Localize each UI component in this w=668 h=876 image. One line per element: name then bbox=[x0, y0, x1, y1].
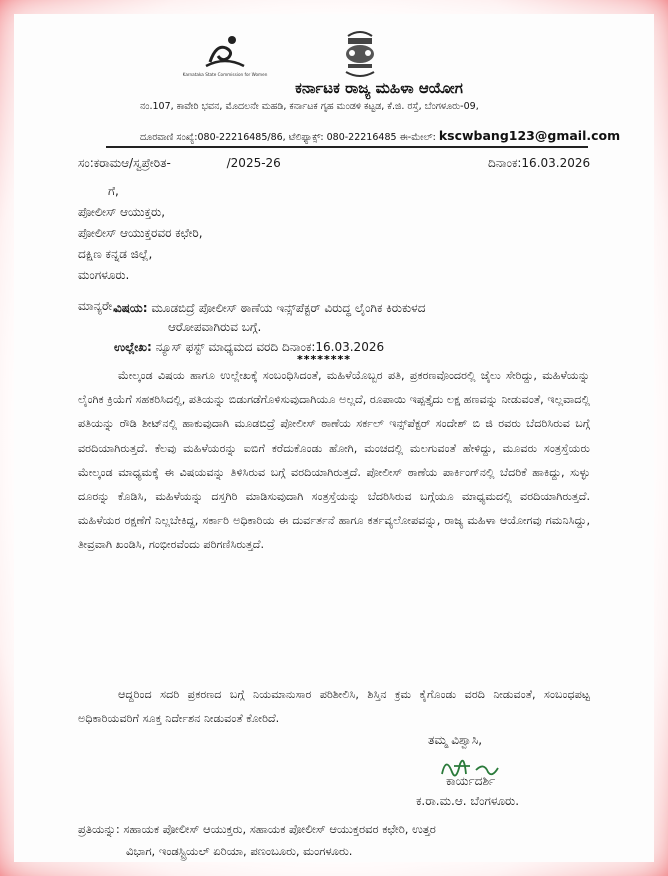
subject-label: ವಿಷಯ: bbox=[114, 301, 148, 315]
reference-label: ಉಲ್ಲೇಖ: bbox=[114, 340, 152, 354]
commission-logo bbox=[182, 26, 268, 84]
to-line-1: ಪೋಲೀಸ್ ಆಯುಕ್ತರು, bbox=[78, 205, 166, 219]
to-line-4: ಮಂಗಳೂರು. bbox=[78, 268, 130, 282]
copy-line-1: ಪ್ರತಿಯನ್ನು: ಸಹಾಯಕ ಪೋಲೀಸ್ ಆಯುಕ್ತರು, ಸಹಾಯಕ ಪೋಲೀಸ್ ಆಯುಕ್ತರವರ ಕಛೇರಿ, ಉತ್ತರ bbox=[78, 822, 436, 836]
subject-line-2: ಆರೋಪವಾಗಿರುವ ಬಗ್ಗೆ. bbox=[168, 320, 262, 334]
to-prefix: ಗೆ, bbox=[108, 184, 119, 198]
subject-text-1: ಮೂಡಬಿದ್ರೆ ಪೋಲೀಸ್ ಠಾಣೆಯ ಇನ್ಸ್‌ಪೆಕ್ಟರ್ ವಿರುದ್ಧ ಲೈಂಗಿಕ ಕಿರುಕುಳದ bbox=[151, 301, 426, 315]
closing-designation: ಕಾರ್ಯದರ್ಶಿ bbox=[446, 774, 496, 788]
closing-yours: ತಮ್ಮ ವಿಶ್ವಾಸಿ, bbox=[428, 733, 483, 747]
closing-office: ಕ.ರಾ.ಮ.ಆ. ಬೆಂಗಳೂರು. bbox=[416, 794, 520, 808]
letterhead-divider bbox=[106, 146, 588, 148]
letterhead-contact bbox=[140, 128, 620, 143]
letter-date: ದಿನಾಂಕ:16.03.2026 bbox=[488, 156, 591, 170]
reference-text: ನ್ಯೂಸ್ ಫಸ್ಟ್ ಮಾಧ್ಯಮದ ವರದಿ ದಿನಾಂಕ:16.03.2026 bbox=[155, 340, 385, 354]
body-paragraph-1: ಮೇಲ್ಕಂಡ ವಿಷಯ ಹಾಗೂ ಉಲ್ಲೇಖಕ್ಕೆ ಸಂಬಂಧಿಸಿದಂತೆ, ಮಹಿಳೆಯೊಬ್ಬರ ಪತಿ, ಪ್ರಕರಣವೊಂದರಲ್ಲಿ ಜೈಲು ಸೇರಿದ್ದು, ಮಹಿಳೆಯನ್ನು ಲೈಂಗಿಕ ಕ್ರಿಯೆಗೆ ಸಹಕರಿಸಿದಲ್ಲಿ, ಪತಿಯನ್ನು ಬಿಡುಗಡೆಗೊಳಿಸುವುದಾಗಿಯೂ ಅಲ್ಲದೆ, ರೂಪಾಯಿ ಇಪ್ಪತ್ತೈದು ಲಕ್ಷ ಹಣವನ್ನು ನೀಡುವಂತೆ, ಇಲ್ಲವಾದಲ್ಲಿ ಪತಿಯನ್ನು ರೌಡಿ ಶೀಟ್‌ನಲ್ಲಿ ಹಾಕುವುದಾಗಿ ಮೂಡಬಿದ್ರೆ ಪೋಲೀಸ್ ಠಾಣೆಯ ಸರ್ಕಲ್ ಇನ್ಸ್‌ಪೆಕ್ಟರ್ ಸಂದೇಶ್ ಬಿ ಜಿ ರವರು ಬೆದರಿಸಿರುವ ಬಗ್ಗೆ ವರದಿಯಾಗಿರುತ್ತದೆ. ಕೆಲವು ಮಹಿಳೆಯರನ್ನು ಐಬಿಗೆ ಕರೆದುಕೊಂಡು ಹೋಗಿ, ಮಂಚದಲ್ಲಿ ಮಲಗುವಂತೆ ಹೇಳಿದ್ದು, ಮೂವರು ಸಂತ್ರಸ್ತೆಯರು ಮೇಲ್ಕಂಡ ಮಾಧ್ಯಮಕ್ಕೆ ಈ ವಿಷಯವನ್ನು ತಿಳಿಸಿರುವ ಬಗ್ಗೆ ವರದಿಯಾಗಿರುತ್ತದೆ. ಪೋಲೀಸ್ ಠಾಣೆಯ ಪಾರ್ಕಿಂಗ್‌ನಲ್ಲಿ ಬೆದರಿಕೆ ಹಾಕಿದ್ದು, ಸುಳ್ಳು ದೂರನ್ನು ಕೊಡಿಸಿ, ಮಹಿಳೆಯನ್ನು ದಸ್ತಗಿರಿ ಮಾಡಿಸುವುದಾಗಿ ಸಂತ್ರಸ್ತೆಯನ್ನು ಬೆದರಿಸಿರುವ ಬಗ್ಗೆಯೂ ಮಾಧ್ಯಮದಲ್ಲಿ ವರದಿಯಾಗಿರುತ್ತದೆ. ಮಹಿಳೆಯರ ರಕ್ಷಣೆಗೆ ನಿಲ್ಲಬೇಕಿದ್ದ, ಸರ್ಕಾರಿ ಅಧಿಕಾರಿಯ ಈ ದುರ್ವರ್ತನೆ ಹಾಗೂ ಕರ್ತವ್ಯಲೋಪವನ್ನು, ರಾಜ್ಯ ಮಹಿಳಾ ಆಯೋಗವು ಗಮನಿಸಿದ್ದು, ತೀವ್ರವಾಗಿ ಖಂಡಿಸಿ, ಗಂಭೀರವೆಂದು ಪರಿಗಣಿಸಿರುತ್ತದೆ. bbox=[78, 369, 590, 552]
body-paragraph-2: ಆದ್ದರಿಂದ ಸದರಿ ಪ್ರಕರಣದ ಬಗ್ಗೆ ನಿಯಮಾನುಸಾರ ಪರಿಶೀಲಿಸಿ, ಶಿಸ್ತಿನ ಕ್ರಮ ಕೈಗೊಂಡು ವರದಿ ನೀಡುವಂತೆ, ಸಂಬಂಧಪಟ್ಟ ಅಧಿಕಾರಿಯವರಿಗೆ ಸೂಕ್ತ ನಿರ್ದೇಶನ ನೀಡುವಂತೆ ಕೋರಿದೆ. bbox=[78, 688, 590, 726]
copy-line-2: ವಿಭಾಗ, ಇಂಡಸ್ಟ್ರಿಯಲ್ ಏರಿಯಾ, ಪಣಂಬೂರು, ಮಂಗಳೂರು. bbox=[126, 844, 353, 858]
separator-stars: ******** bbox=[297, 353, 352, 366]
ref-number bbox=[78, 156, 281, 171]
to-line-3: ದಕ್ಷಿಣ ಕನ್ನಡ ಜಿಲ್ಲೆ, bbox=[78, 247, 153, 261]
svg-text:Karnataka State Commission for: Karnataka State Commission for Women bbox=[182, 72, 268, 77]
ref-year: /2025-26 bbox=[226, 156, 281, 170]
letterhead-org-name: ಕರ್ನಾಟಕ ರಾಜ್ಯ ಮಹಿಳಾ ಆಯೋಗ bbox=[295, 79, 463, 97]
subject-line-1 bbox=[114, 301, 425, 316]
ref-number-text: ಸಂ:ಕರಾಮಆ/ಸ್ವಪ್ರೇರಿತ- bbox=[78, 156, 171, 170]
letterhead-email: kscwbang123@gmail.com bbox=[438, 128, 621, 143]
greeting: ಮಾನ್ಯರೇ, bbox=[78, 299, 117, 313]
letterhead-address: ನಂ.107, ಕಾವೇರಿ ಭವನ, ಮೊದಲನೇ ಮಹಡಿ, ಕರ್ನಾಟಕ ಗೃಹ ಮಂಡಳಿ ಕಟ್ಟಡ, ಕೆ.ಜಿ. ರಸ್ತೆ, ಬೆಂಗಳೂರು-09, bbox=[140, 101, 479, 112]
to-line-2: ಪೋಲೀಸ್ ಆಯುಕ್ತರವರ ಕಛೇರಿ, bbox=[78, 226, 203, 240]
letterhead-phone: ದೂರವಾಣಿ ಸಂಖ್ಯೆ:080-22216485/86, ಟೆಲಿಫ್ಯಾಕ್ಸ್: 080-22216485 ಈ-ಮೇಲ್: bbox=[140, 132, 436, 143]
government-emblem-seal bbox=[334, 26, 386, 82]
